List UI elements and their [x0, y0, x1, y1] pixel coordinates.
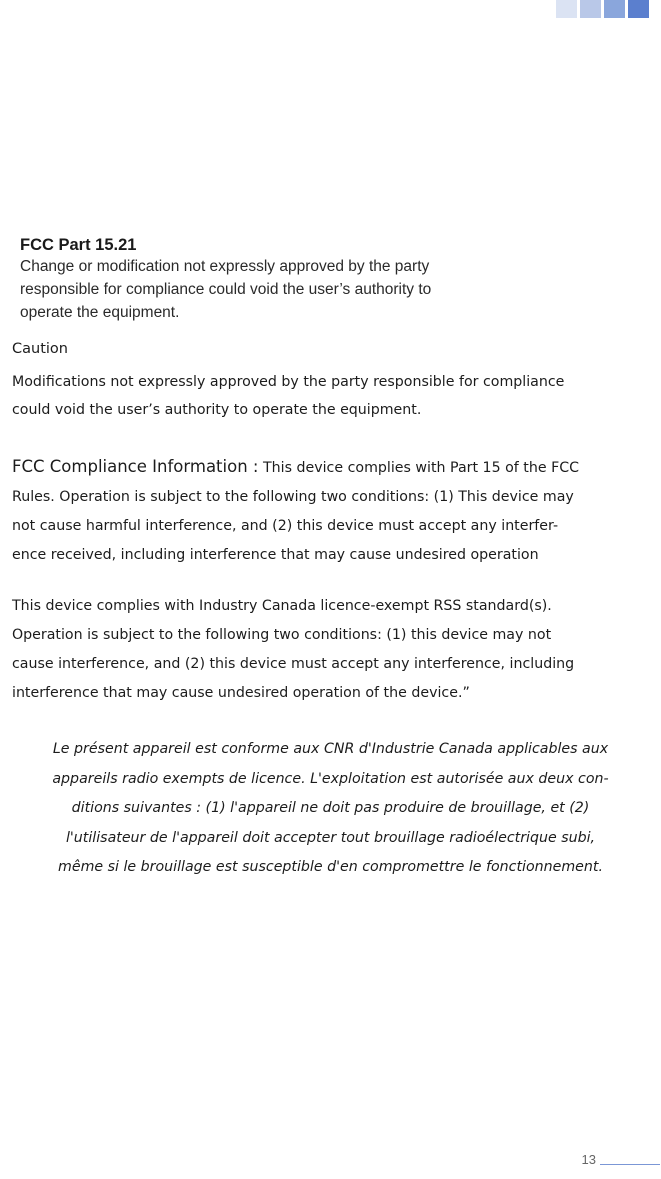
decor-square-4 — [628, 0, 649, 18]
caution-line: could void the user’s authority to operate the equipment. — [12, 402, 422, 418]
fcc-part-1521-section — [20, 235, 520, 324]
compliance-first-line-rest: This device complies with Part 15 of the FCC — [258, 460, 580, 476]
fcc-part-1521-heading: FCC Part 15.21 — [20, 236, 137, 254]
fcc-part-1521-line: responsible for compliance could void the user’s authority to — [20, 281, 432, 298]
french-line: l'utilisateur de l'appareil doit accepter tout brouillage radioélectrique subi, — [65, 829, 596, 846]
caution-body — [12, 368, 652, 424]
decor-square-1 — [556, 0, 577, 18]
compliance-line: not cause harmful interference, and (2) this device must accept any interfer- — [12, 518, 559, 534]
french-line: même si le brouillage est susceptible d'en compromettre le fonctionnement. — [58, 859, 603, 875]
fcc-compliance-section — [12, 452, 652, 570]
industry-canada-section — [12, 592, 652, 708]
page-number: 13 — [581, 1152, 596, 1167]
french-line: Le présent appareil est conforme aux CNR d'Industrie Canada applicables aux — [52, 741, 609, 757]
decor-square-2 — [580, 0, 601, 18]
header-decoration — [556, 0, 649, 18]
fcc-part-1521-line: Change or modification not expressly approved by the party — [20, 258, 430, 275]
french-notice-section — [8, 735, 653, 883]
compliance-line: ence received, including interference that may cause undesired operation — [12, 547, 539, 563]
canada-line: Operation is subject to the following two conditions: (1) this device may not — [12, 627, 552, 643]
page-number-rule — [600, 1164, 660, 1165]
french-line: appareils radio exempts de licence. L'exploitation est autorisée aux deux con- — [52, 770, 609, 787]
compliance-first-line — [12, 452, 652, 483]
caution-line: Modifications not expressly approved by the party responsible for compliance — [12, 374, 565, 390]
decor-square-3 — [604, 0, 625, 18]
compliance-lead: FCC Compliance Information : — [12, 457, 259, 476]
canada-line: interference that may cause undesired operation of the device.” — [12, 685, 470, 701]
compliance-line: Rules. Operation is subject to the following two conditions: (1) This device may — [12, 489, 574, 505]
fcc-part-1521-body — [20, 255, 520, 324]
french-line: ditions suivantes : (1) l'appareil ne doit pas produire de brouillage, et (2) — [71, 800, 590, 816]
caution-title: Caution — [12, 341, 68, 357]
canada-line: This device complies with Industry Canada licence-exempt RSS standard(s). — [12, 598, 552, 614]
fcc-part-1521-line: operate the equipment. — [20, 304, 180, 321]
canada-line: cause interference, and (2) this device must accept any interference, including — [12, 656, 575, 672]
